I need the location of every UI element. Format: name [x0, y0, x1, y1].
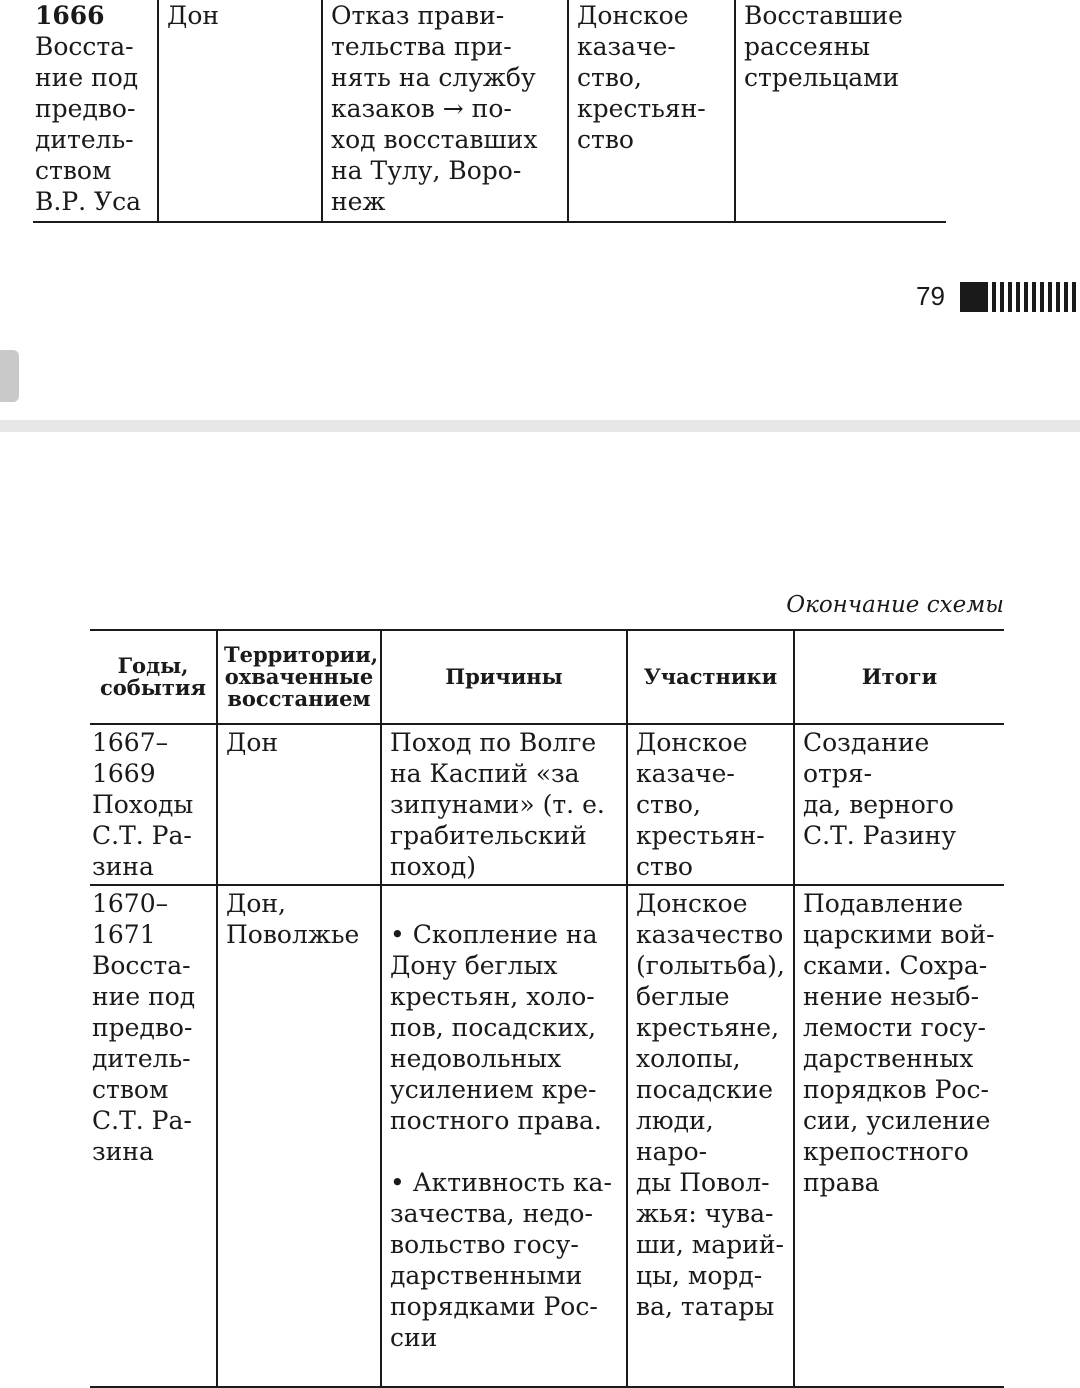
- causes-cell: [381, 885, 627, 1387]
- causes-cell: Поход по Волге на Каспий «за зипунами» (т. е. грабительский поход): [381, 724, 627, 885]
- participants-cell: Донское казаче- ство, крестьян- ство: [568, 0, 735, 222]
- header-results: Итоги: [794, 630, 1004, 724]
- results-cell: Создание отря- да, верного С.Т. Разину: [794, 724, 1004, 885]
- header-causes: Причины: [381, 630, 627, 724]
- header-years: Годы, события: [90, 630, 217, 724]
- page-separator: [0, 420, 1080, 432]
- table-row: [33, 0, 946, 222]
- table-header-row: [90, 630, 1004, 724]
- event-cell: 1670– 1671 Восста- ние под предво- дитель- ством С.Т. Ра- зина: [90, 885, 217, 1387]
- header-territories: Территории, охваченные восстанием: [217, 630, 381, 724]
- header-participants: Участники: [627, 630, 794, 724]
- scroll-handle[interactable]: [0, 350, 19, 402]
- uprisings-table-top: [33, 0, 946, 223]
- page-edge-marker: [960, 282, 1080, 312]
- event-cell: 1667– 1669 Походы С.Т. Ра- зина: [90, 724, 217, 885]
- page-number: 79: [916, 281, 945, 311]
- territory-cell: Дон: [158, 0, 322, 222]
- event-cell: 1666 Восста- ние под предво- дитель- ством В.Р. Уса: [35, 1, 142, 216]
- table-row: [90, 885, 1004, 1387]
- previous-page: [0, 0, 1080, 420]
- territory-cell: Дон, Поволжье: [217, 885, 381, 1387]
- results-cell: Восставшие рассеяны стрельцами: [735, 0, 946, 222]
- table-caption: Окончание схемы: [786, 592, 1004, 618]
- table-row: [90, 724, 1004, 885]
- causes-cell: Отказ прави- тельства при- нять на службу казаков → по- ход восставших на Тулу, Воро- неж: [322, 0, 568, 222]
- results-cell: Подавление царскими вой- сками. Сохра- нение незыб- лемости госу- дарственных порядков Рос- сии, усиление крепостного права: [794, 885, 1004, 1387]
- current-page: [0, 432, 1080, 1352]
- participants-cell: Донское казачество (голытьба), беглые крестьяне, холопы, посадские люди, наро- ды Повол- жья: чува- ши, марий- цы, морд- ва, татары: [627, 885, 794, 1387]
- territory-cell: Дон: [217, 724, 381, 885]
- cause-item: • Активность ка- зачества, недо- вольство госу- дарственными порядками Рос- сии: [390, 1168, 612, 1352]
- uprisings-table: [90, 629, 1004, 1388]
- participants-cell: Донское казаче- ство, крестьян- ство: [627, 724, 794, 885]
- cause-item: • Скопление на Дону беглых крестьян, холо- пов, посадских, недовольных усилением кре- постного права.: [390, 920, 602, 1135]
